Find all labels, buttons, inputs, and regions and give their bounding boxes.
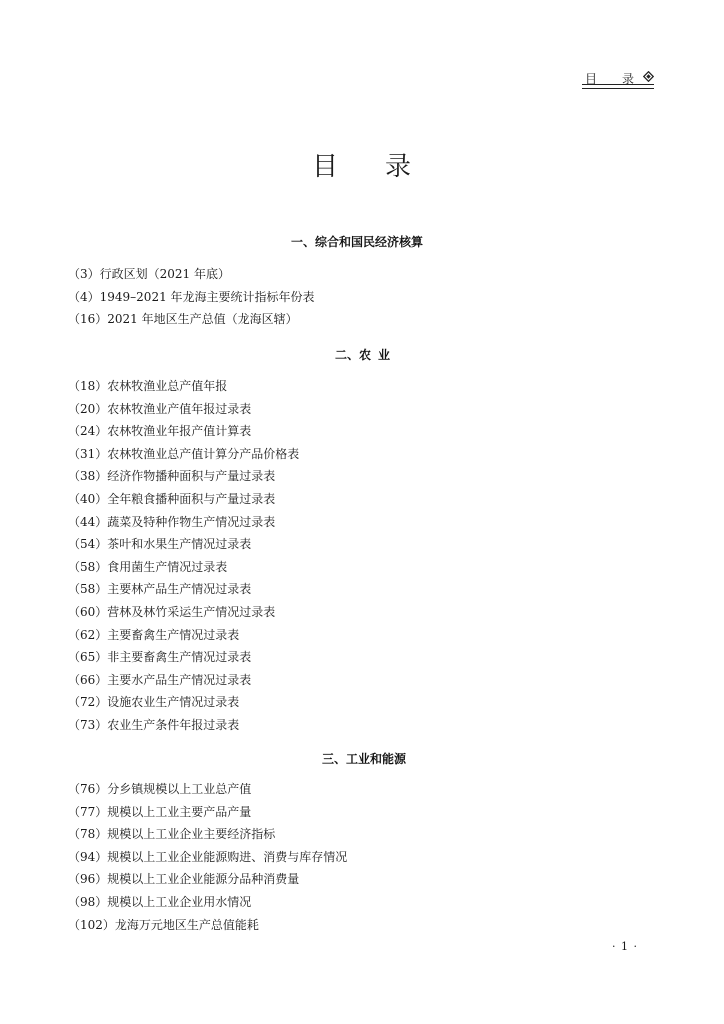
page-title-char2: 录 [385,152,412,182]
toc-entry[interactable]: （58）主要林产品生产情况过录表 [68,582,252,597]
header-rule-thin [582,88,654,89]
section-heading-1-text: 一、综合和国民经济核算 [291,235,424,249]
toc-entry[interactable]: （72）设施农业生产情况过录表 [68,695,240,710]
diamond-ornament-icon [643,71,654,82]
toc-entry[interactable]: （24）农林牧渔业年报产值计算表 [68,424,252,439]
toc-entry[interactable]: （31）农林牧渔业总产值计算分产品价格表 [68,446,300,461]
toc-entry[interactable]: （102）龙海万元地区生产总值能耗 [68,917,259,932]
section-heading-2-part1: 二、农 [335,348,372,362]
toc-entry[interactable]: （4）1949–2021 年龙海主要统计指标年份表 [68,289,315,304]
toc-entry[interactable]: （44）蔬菜及特种作物生产情况过录表 [68,514,276,529]
toc-entry[interactable]: （65）非主要畜禽生产情况过录表 [68,650,252,665]
toc-list-section-2 [68,375,299,737]
running-header-title-part1: 目 [585,72,598,86]
toc-entry[interactable]: （3）行政区划（2021 年底） [68,267,230,281]
toc-entry[interactable]: （77）规模以上工业主要产品产量 [68,804,252,819]
page-title-char1: 目 [312,152,339,182]
page-number: · 1 · [612,940,638,953]
section-heading-2-part2: 业 [378,348,391,362]
toc-entry[interactable]: （16）2021 年地区生产总值（龙海区辖） [68,312,298,327]
header-rule [582,84,654,85]
toc-entry[interactable]: （60）营林及林竹采运生产情况过录表 [68,604,276,619]
section-heading-3-text: 三、工业和能源 [322,752,407,766]
toc-entry[interactable]: （20）农林牧渔业产值年报过录表 [68,401,252,416]
running-header-title-part2: 录 [622,72,635,86]
toc-entry[interactable]: （76）分乡镇规模以上工业总产值 [68,782,252,796]
toc-entry[interactable]: （38）经济作物播种面积与产量过录表 [68,469,276,484]
toc-entry[interactable]: （78）规模以上工业企业主要经济指标 [68,827,276,842]
toc-entry[interactable]: （18）农林牧渔业总产值年报 [68,379,228,393]
toc-entry[interactable]: （66）主要水产品生产情况过录表 [68,672,252,687]
toc-entry[interactable]: （40）全年粮食播种面积与产量过录表 [68,491,276,506]
toc-entry[interactable]: （98）规模以上工业企业用水情况 [68,894,252,909]
toc-entry[interactable]: （73）农业生产条件年报过录表 [68,717,240,732]
toc-list-section-3 [68,778,347,936]
toc-entry[interactable]: （54）茶叶和水果生产情况过录表 [68,537,252,552]
toc-entry[interactable]: （94）规模以上工业企业能源购进、消费与库存情况 [68,849,348,864]
toc-entry[interactable]: （96）规模以上工业企业能源分品种消费量 [68,872,300,887]
toc-entry[interactable]: （62）主要畜禽生产情况过录表 [68,627,240,642]
toc-entry[interactable]: （58）食用菌生产情况过录表 [68,559,228,574]
toc-list-section-1 [68,263,315,331]
